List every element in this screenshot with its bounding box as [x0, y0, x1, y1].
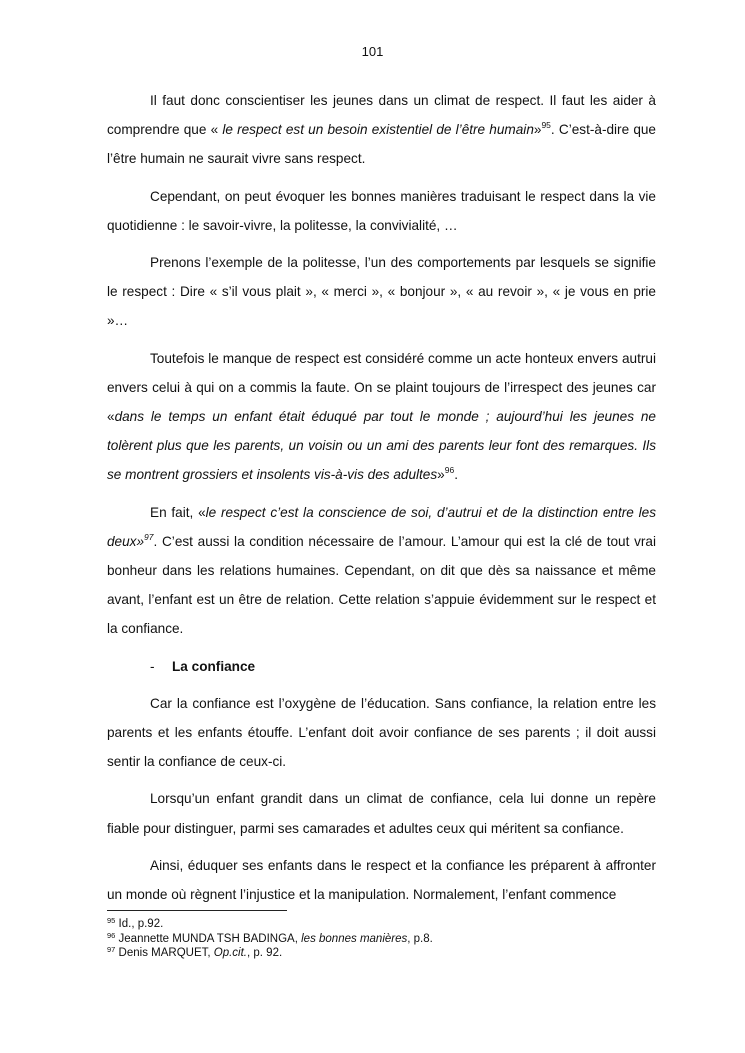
footnote-95 — [107, 917, 656, 932]
paragraph-4 — [107, 344, 656, 490]
p4-close-quote: » — [437, 467, 445, 483]
footnote-divider — [107, 910, 287, 911]
footnote-text-after: , p. 92. — [247, 947, 283, 960]
footnote-text-after: , p.8. — [407, 932, 433, 945]
paragraph-7: Lorsqu’un enfant grandit dans un climat de confiance, cela lui donne un repère fiable pour distinguer, parmi ses camarades et adultes ceux qui méritent sa confiance. — [107, 791, 656, 836]
footnote-text: Id., p.92. — [115, 918, 164, 930]
p4-text-d: . — [454, 467, 458, 483]
p5-text-a: En fait, « — [150, 504, 206, 520]
p5-text-d: . C’est aussi la condition nécessaire de l’amour. L’amour qui est la clé de tout vrai bonheur dans les relations humaines. Cependant, on dit que dès sa naissance et même avant, l’enfant est un être de relation. Cette relation s’appuie évidemment sur le respect et la confiance. — [107, 533, 656, 637]
p1-quote: le respect est un besoin existentiel de l’être humain — [222, 122, 534, 138]
p4-quote: dans le temps un enfant était éduqué par tout le monde ; aujourd’hui les jeunes ne tolèrent plus que les parents, un voisin ou un ami des parents leur font des remarques. Ils se montrent grossiers et insolents vis-à-vis des adultes — [107, 409, 656, 483]
footnote-number: 95 — [107, 916, 116, 925]
footnote-text: Jeannette MUNDA TSH BADINGA, — [115, 932, 302, 945]
p1-text-a: Il faut donc conscientiser les jeunes dans un climat de respect. Il faut les aider à comprendre que « — [107, 93, 656, 138]
paragraph-3: Prenons l’exemple de la politesse, l’un des comportements par lesquels se signifie le respect : Dire « s’il vous plait », « merci », « bonjour », « au revoir », « je vous en prie »… — [107, 255, 656, 329]
footnote-ref-95: 95 — [541, 120, 551, 131]
footnote-number: 97 — [107, 945, 116, 955]
footnote-title: Op.cit. — [213, 947, 247, 960]
body-text — [107, 86, 656, 917]
footnote-ref-97: 97 — [144, 531, 154, 542]
paragraph-1 — [107, 86, 656, 174]
p1-close-quote: » — [533, 122, 542, 138]
paragraph-2: Cependant, on peut évoquer les bonnes manières traduisant le respect dans la vie quotidienne : le savoir-vivre, la politesse, la convivialité, … — [107, 188, 656, 233]
footnote-97 — [107, 946, 656, 961]
section-heading — [107, 652, 656, 681]
paragraph-8: Ainsi, éduquer ses enfants dans le respect et la confiance les préparent à affronter un monde où règnent l’injustice et la manipulation. Normalement, l’enfant commence — [107, 857, 656, 903]
p5-quote: le respect c’est la conscience de soi, d’autrui et de la distinction entre les deux» — [107, 504, 656, 549]
footnote-ref-96: 96 — [444, 465, 455, 476]
footnote-text: Denis MARQUET, — [115, 947, 214, 960]
page-number: 101 — [361, 44, 384, 59]
paragraph-5 — [107, 498, 656, 644]
paragraph-6: Car la confiance est l’oxygène de l’éducation. Sans confiance, la relation entre les parents et les enfants étouffe. L’enfant doit avoir confiance de ses parents ; il doit aussi sentir la confiance de ceux-ci. — [107, 695, 656, 770]
footnote-title: les bonnes manières — [301, 932, 408, 945]
p4-text-a: Toutefois le manque de respect est considéré comme un acte honteux envers autrui envers celui à qui on a commis la faute. On se plaint toujours de l’irrespect des jeunes car « — [107, 350, 656, 425]
heading-dash: - — [150, 658, 155, 674]
footnote-number: 96 — [107, 930, 116, 940]
heading-title: La confiance — [172, 658, 256, 674]
p1-text-d: . C’est-à-dire que l’être humain ne saurait vivre sans respect. — [107, 122, 656, 167]
footnotes — [107, 917, 656, 961]
footnote-96 — [107, 932, 656, 947]
